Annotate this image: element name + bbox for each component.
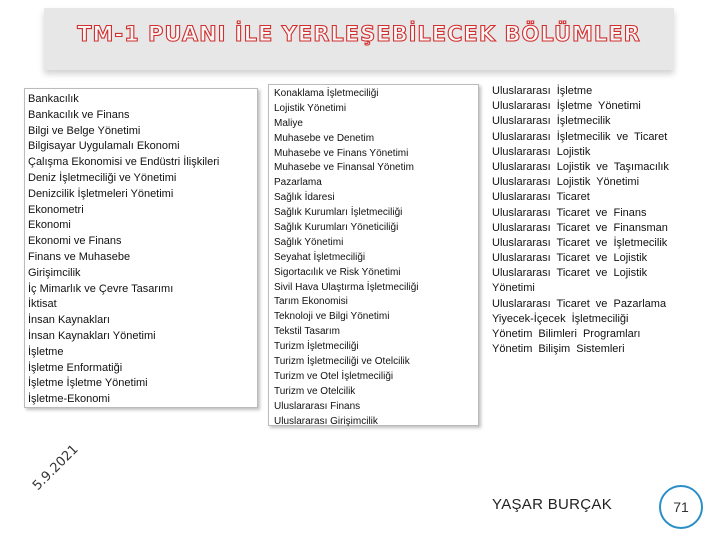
department-item: İşletme-Ekonomi (28, 393, 110, 406)
department-list-column-1 (24, 88, 258, 408)
department-item: İşletme (28, 345, 64, 358)
department-item: Çalışma Ekonomisi ve Endüstri İlişkileri (28, 156, 220, 169)
department-item: Turizm İşletmeciliği (274, 341, 359, 353)
department-item: Muhasebe ve Denetim (274, 132, 375, 144)
department-item: Sağlık Kurumları İşletmeciliği (274, 207, 403, 219)
department-item: İşletme İşletme Yönetimi (28, 377, 148, 390)
department-item: Pazarlama (274, 177, 322, 189)
department-item: Uluslararası Girişimcilik (274, 415, 378, 427)
department-item: Turizm İşletmeciliği ve Otelcilik (274, 356, 410, 368)
department-item: Tekstil Tasarım (274, 326, 340, 338)
department-item: Yönetim Bilişim Sistemleri (492, 343, 625, 356)
department-item: Uluslararası Ticaret ve Lojistik (492, 267, 648, 280)
department-item: Lojistik Yönetimi (274, 102, 347, 114)
department-item: Bilgi ve Belge Yönetimi (28, 124, 141, 137)
department-item: Sivil Hava Ulaştırma İşletmeciliği (274, 281, 419, 293)
department-item: Sağlık Yönetimi (274, 236, 344, 248)
department-item: Bankacılık (28, 93, 79, 105)
department-item: Teknoloji ve Bilgi Yönetimi (274, 311, 390, 323)
department-item: Girişimcilik (28, 266, 81, 279)
department-item: Uluslararası Lojistik ve Taşımacılık (492, 160, 669, 173)
department-list-column-2 (268, 84, 479, 426)
slide-date: 5.9.2021 (30, 442, 82, 494)
department-item: Uluslararası Ticaret ve Lojistik (492, 252, 648, 265)
department-item: Uluslararası Ticaret ve Pazarlama (492, 297, 667, 310)
department-item: Uluslararası İşletmecilik (492, 115, 611, 128)
department-item: Ekonometri (28, 203, 84, 216)
department-item: İşletme Enformatiği (28, 361, 123, 374)
department-item: Muhasebe ve Finansal Yönetim (274, 162, 414, 174)
department-item: Maliye (274, 117, 303, 129)
department-item: Yiyecek-İçecek İşletmeciliği (492, 312, 629, 325)
department-item: Tarım Ekonomisi (274, 296, 348, 308)
department-item: Uluslararası İşletme (492, 85, 593, 97)
department-item: Uluslararası Finans (274, 400, 361, 412)
department-item: Muhasebe ve Finans Yönetimi (274, 147, 409, 159)
department-item: Konaklama İşletmeciliği (274, 88, 379, 99)
department-item: Uluslararası Ticaret (492, 191, 590, 204)
page-number: 71 (673, 499, 689, 515)
department-list-column-3 (492, 84, 682, 354)
department-item: İç Mimarlık ve Çevre Tasarımı (28, 282, 174, 295)
department-item: Deniz İşletmeciliği ve Yönetimi (28, 171, 177, 184)
department-item: Uluslararası İşletmecilik ve Ticaret (492, 130, 668, 143)
department-item: İnsan Kaynakları Yönetimi (28, 329, 156, 342)
department-item: Uluslararası Lojistik Yönetimi (492, 176, 640, 189)
department-item: Yönetimi (492, 282, 535, 295)
department-item: Denizcilik İşletmeleri Yönetimi (28, 187, 174, 200)
department-item: İktisat (28, 298, 57, 311)
department-item: Uluslararası Ticaret ve İşletmecilik (492, 236, 668, 249)
department-item: Turizm ve Otel İşletmeciliği (274, 370, 394, 382)
department-item: Uluslararası Lojistik (492, 145, 591, 158)
author-name: YAŞAR BURÇAK (492, 496, 613, 513)
department-item: Bilgisayar Uygulamalı Ekonomi (28, 140, 180, 153)
department-item: Seyahat İşletmeciliği (274, 251, 366, 263)
department-item: Bankacılık ve Finans (28, 108, 130, 121)
department-item: Sağlık İdaresi (274, 192, 335, 204)
department-item: Sigortacılık ve Risk Yönetimi (274, 266, 401, 278)
department-item: Ekonomi (28, 219, 71, 232)
department-item: Uluslararası İşletme Yönetimi (492, 100, 641, 113)
department-item: Turizm ve Otelcilik (274, 385, 356, 397)
department-item: Uluslararası Ticaret ve Finans (492, 206, 647, 219)
department-item: Yönetim Bilimleri Programları (492, 328, 641, 340)
slide-title: TM-1 PUANI İLE YERLEŞEBİLECEK BÖLÜMLER (77, 22, 641, 46)
department-item: Finans ve Muhasebe (28, 250, 131, 263)
department-item: Uluslararası Ticaret ve Finansman (492, 221, 668, 234)
department-item: Sağlık Kurumları Yöneticiliği (274, 222, 399, 234)
page-number-badge (659, 485, 703, 529)
department-item: Ekonomi ve Finans (28, 235, 122, 248)
department-item: İnsan Kaynakları (28, 314, 110, 327)
